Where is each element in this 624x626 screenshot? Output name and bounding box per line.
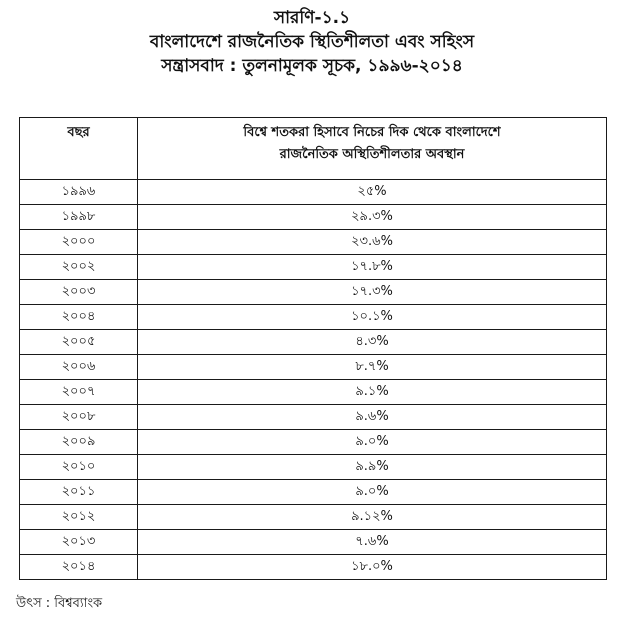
table-row <box>20 405 607 430</box>
cell-year: ২০০২ <box>20 255 138 280</box>
cell-year: ২০০০ <box>20 230 138 255</box>
table-row <box>20 305 607 330</box>
table-row <box>20 480 607 505</box>
cell-year: ২০১০ <box>20 455 138 480</box>
cell-value: ১০.১% <box>138 305 607 330</box>
cell-value: ৭.৬% <box>138 530 607 555</box>
cell-value: ৯.১% <box>138 380 607 405</box>
cell-year: ১৯৯৮ <box>20 205 138 230</box>
table-header-row <box>20 118 607 180</box>
cell-year: ২০১৪ <box>20 555 138 580</box>
header-value <box>138 118 607 180</box>
table-number: সারণি-১.১ <box>273 8 351 28</box>
header-year <box>20 118 138 180</box>
table-title-line-2: সন্ত্রাসবাদ : তুলনামূলক সূচক, ১৯৯৬-২০১৪ <box>161 56 463 76</box>
cell-year: ২০০৭ <box>20 380 138 405</box>
cell-year: ১৯৯৬ <box>20 180 138 205</box>
cell-year: ২০১১ <box>20 480 138 505</box>
cell-value: ৯.১২% <box>138 505 607 530</box>
cell-year: ২০০৩ <box>20 280 138 305</box>
cell-year: ২০০৮ <box>20 405 138 430</box>
header-value-line-1: বিশ্বে শতকরা হিসাবে নিচের দিক থেকে বাংলাদেশে <box>243 125 501 140</box>
table-row <box>20 430 607 455</box>
cell-value: ১৭.৮% <box>138 255 607 280</box>
cell-value: ২৫% <box>138 180 607 205</box>
source-note: উৎস : বিশ্বব্যাংক <box>16 596 103 611</box>
table-caption <box>0 6 624 78</box>
table-row <box>20 255 607 280</box>
table-title-line-1: বাংলাদেশে রাজনৈতিক স্থিতিশীলতা এবং সহিংস <box>149 32 475 52</box>
table-row <box>20 330 607 355</box>
cell-year: ২০০৯ <box>20 430 138 455</box>
table-row <box>20 455 607 480</box>
table-row <box>20 280 607 305</box>
table-row <box>20 205 607 230</box>
cell-value: ৮.৭% <box>138 355 607 380</box>
table-row <box>20 180 607 205</box>
table-row <box>20 555 607 580</box>
cell-value: ৯.৯% <box>138 455 607 480</box>
cell-year: ২০০৬ <box>20 355 138 380</box>
table-row <box>20 380 607 405</box>
cell-value: ৯.৬% <box>138 405 607 430</box>
table-row <box>20 355 607 380</box>
table-row <box>20 530 607 555</box>
table-row <box>20 230 607 255</box>
cell-year: ২০০৪ <box>20 305 138 330</box>
cell-year: ২০১২ <box>20 505 138 530</box>
cell-value: ৯.০% <box>138 480 607 505</box>
cell-value: ২৯.৩% <box>138 205 607 230</box>
header-year-label: বছর <box>67 125 90 140</box>
table-row <box>20 505 607 530</box>
cell-year: ২০০৫ <box>20 330 138 355</box>
cell-value: ৪.৩% <box>138 330 607 355</box>
cell-value: ২৩.৬% <box>138 230 607 255</box>
cell-value: ৯.০% <box>138 430 607 455</box>
cell-year: ২০১৩ <box>20 530 138 555</box>
cell-value: ১৮.০% <box>138 555 607 580</box>
political-instability-table <box>19 117 607 580</box>
cell-value: ১৭.৩% <box>138 280 607 305</box>
header-value-line-2: রাজনৈতিক অস্থিতিশীলতার অবস্থান <box>279 147 465 162</box>
